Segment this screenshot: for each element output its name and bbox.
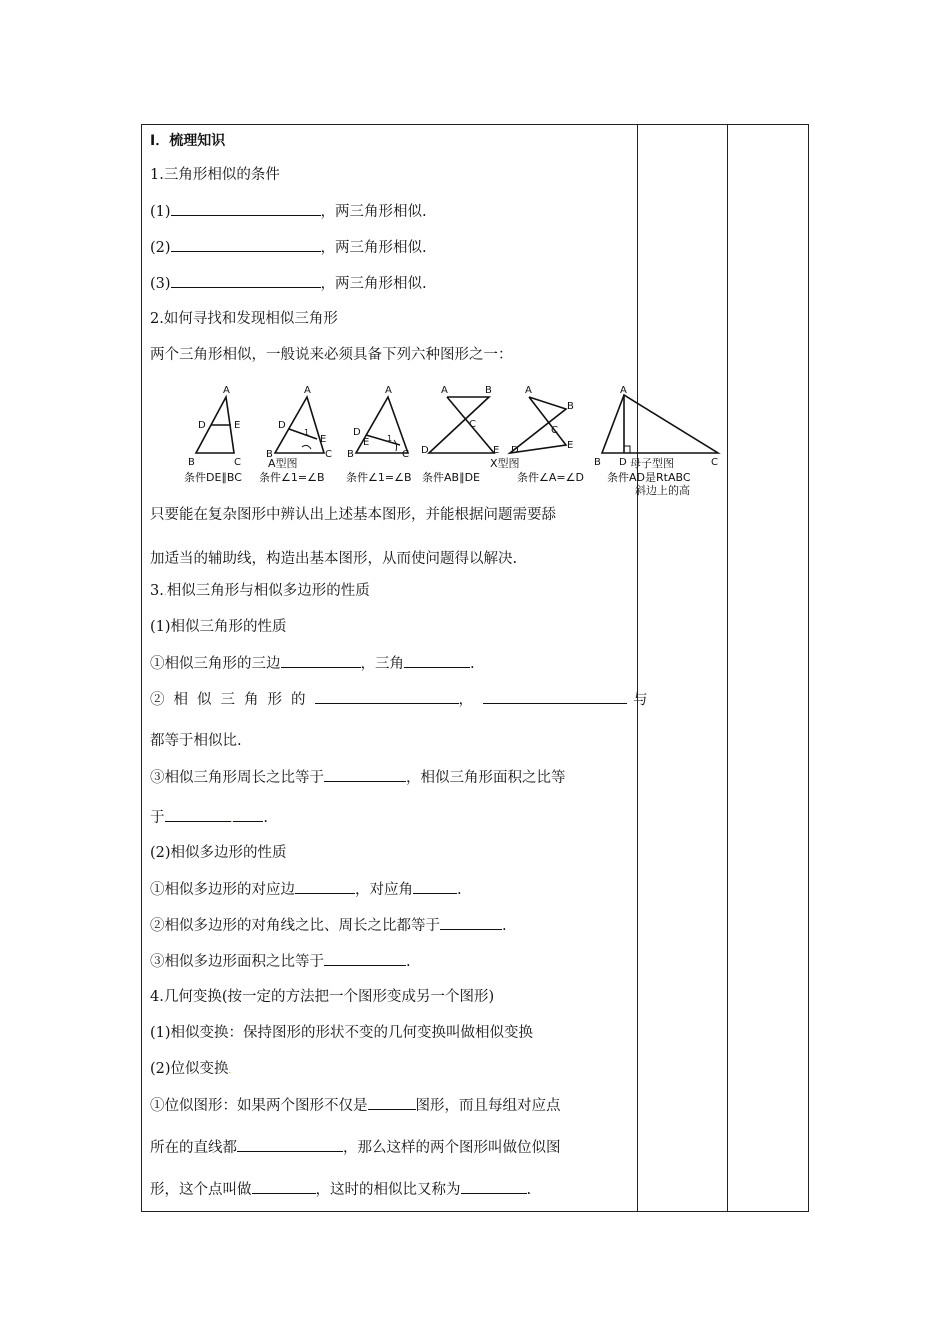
fig-label: C — [469, 419, 476, 430]
s1-item-1: (1) ，两三角形相似. — [150, 201, 427, 222]
s3-sub2: (2)相似多边形的性质 — [150, 845, 287, 861]
fig-caption: 条件AD是RtABC — [607, 471, 691, 484]
s3-title: 3..相似三角形与相似多边形的性质 — [150, 583, 370, 599]
s4-c1: ①位似图形：如果两个图形不仅是 图形，而且每组对应点 — [150, 1095, 561, 1116]
s3-a2-cont: 都等于相似比. — [150, 733, 242, 749]
s3-a1: ①相似三角形的三边 ，三角 . — [150, 653, 475, 674]
fig-label: B — [347, 449, 354, 460]
fig3-de-line — [366, 435, 400, 445]
fig-label: D — [278, 420, 286, 431]
fig-label: A — [223, 385, 230, 396]
fig-label: E — [320, 434, 327, 445]
fig-label: E — [493, 445, 500, 456]
s4-sub1: (1)相似变换：保持图形的形状不变的几何变换叫做相似变换 — [150, 1025, 534, 1041]
fig-label: B — [188, 457, 195, 468]
fig-caption: 条件AB∥DE — [422, 471, 480, 484]
blank — [171, 237, 321, 252]
fig-label: E — [363, 437, 370, 448]
s4-c3: 形，这个点叫做 ，这时的相似比又称为 . — [150, 1179, 531, 1200]
fig-caption: 条件∠A=∠D — [517, 471, 584, 484]
blank — [368, 1095, 416, 1110]
s3-b2: ②相似多边形的对角线之比、周长之比都等于 . — [150, 915, 507, 936]
section-title: Ⅰ．梳理知识 — [150, 133, 226, 149]
column-divider — [637, 125, 638, 1211]
fig-label: C — [325, 449, 332, 460]
blank — [171, 273, 321, 288]
fig-label: 1 — [304, 428, 310, 437]
blank — [461, 1179, 527, 1194]
blank — [315, 689, 459, 704]
fig-label: C — [711, 457, 718, 468]
fig-caption: 条件∠1=∠B — [346, 471, 412, 484]
blank — [483, 689, 627, 704]
fig-label: D — [511, 445, 519, 456]
fig-label: A — [304, 385, 311, 396]
fig-label: C — [234, 457, 241, 468]
s3-a3-cont: 于 . . — [150, 807, 268, 830]
blank — [324, 767, 406, 782]
fig-label: 1 — [387, 434, 393, 443]
blank — [404, 653, 470, 668]
s1-title: 1.三角形相似的条件 — [150, 167, 280, 183]
fig-label: E — [567, 440, 574, 451]
s3-a2: ②相似三角形的 ， 与 — [150, 689, 630, 710]
column-divider — [727, 125, 728, 1211]
s3-b1: ①相似多边形的对应边 ，对应角 . — [150, 879, 462, 900]
blank — [281, 653, 361, 668]
fig-label: E — [234, 420, 241, 431]
s4-c2: 所在的直线都 ，那么这样的两个图形叫做位似图 — [150, 1137, 561, 1158]
s1-item-2: (2) ，两三角形相似. — [150, 237, 427, 258]
fig-label: D — [619, 457, 627, 468]
fig-caption: 条件∠1=∠B — [259, 471, 325, 484]
fig-label: D — [198, 420, 206, 431]
blank — [171, 201, 321, 216]
fig-label: C — [402, 449, 409, 460]
blank — [237, 1137, 343, 1152]
s3-b3: ③相似多边形面积之比等于 . — [150, 951, 411, 972]
fig6-triangle — [602, 395, 718, 453]
similar-triangle-figures — [174, 383, 734, 503]
fig-caption: A型图 — [268, 457, 298, 470]
worksheet-table — [141, 124, 809, 1212]
fig-caption: 斜边上的高 — [635, 484, 690, 497]
fig-caption: X型图 — [490, 457, 520, 470]
fig-label: B — [567, 401, 574, 412]
fig-label: B — [266, 449, 273, 460]
fig-label: A — [441, 385, 448, 396]
fig-label: D — [421, 445, 429, 456]
s2-after-2: 加适当的辅助线，构造出基本图形，从而使问题得以解决. — [150, 551, 518, 567]
fig-label: A — [525, 385, 532, 396]
s3-sub1: (1)相似三角形的性质 — [150, 619, 287, 635]
fig-label: D — [353, 427, 361, 438]
fig-label: C — [551, 425, 558, 436]
s4-title: 4.几何变换(按一定的方法把一个图形变成另一个图形) — [150, 989, 495, 1005]
blank — [252, 1179, 316, 1194]
fig-label: A — [620, 385, 627, 396]
s2-intro: 两个三角形相似，一般说来必须具备下列六种图形之一： — [150, 347, 513, 363]
fig-caption: 条件DE∥BC — [184, 471, 242, 484]
blank — [324, 951, 406, 966]
fig2-angle-arc — [302, 445, 311, 449]
fig2-de-line — [289, 429, 317, 439]
s4-sub2: (2)位似变换. — [150, 1061, 232, 1077]
s1-item-3: (3) ，两三角形相似. — [150, 273, 427, 294]
blank — [165, 807, 231, 822]
fig3-angle-arc — [394, 440, 397, 451]
fig-label: A — [385, 385, 392, 396]
blank — [413, 879, 457, 894]
s3-a3: ③相似三角形周长之比等于 ，相似三角形面积之比等 — [150, 767, 566, 788]
fig6-right-angle — [624, 446, 630, 453]
s2-title: 2.如何寻找和发现相似三角形 — [150, 311, 338, 327]
fig4-x-figure — [429, 397, 494, 453]
blank — [233, 807, 263, 822]
fig-caption: 母子型图 — [630, 457, 674, 470]
blank — [440, 915, 502, 930]
blank — [295, 879, 355, 894]
fig-label: B — [594, 457, 601, 468]
fig-label: B — [485, 385, 492, 396]
s2-after-1: 只要能在复杂图形中辨认出上述基本图形，并能根据问题需要舔 — [150, 507, 556, 523]
